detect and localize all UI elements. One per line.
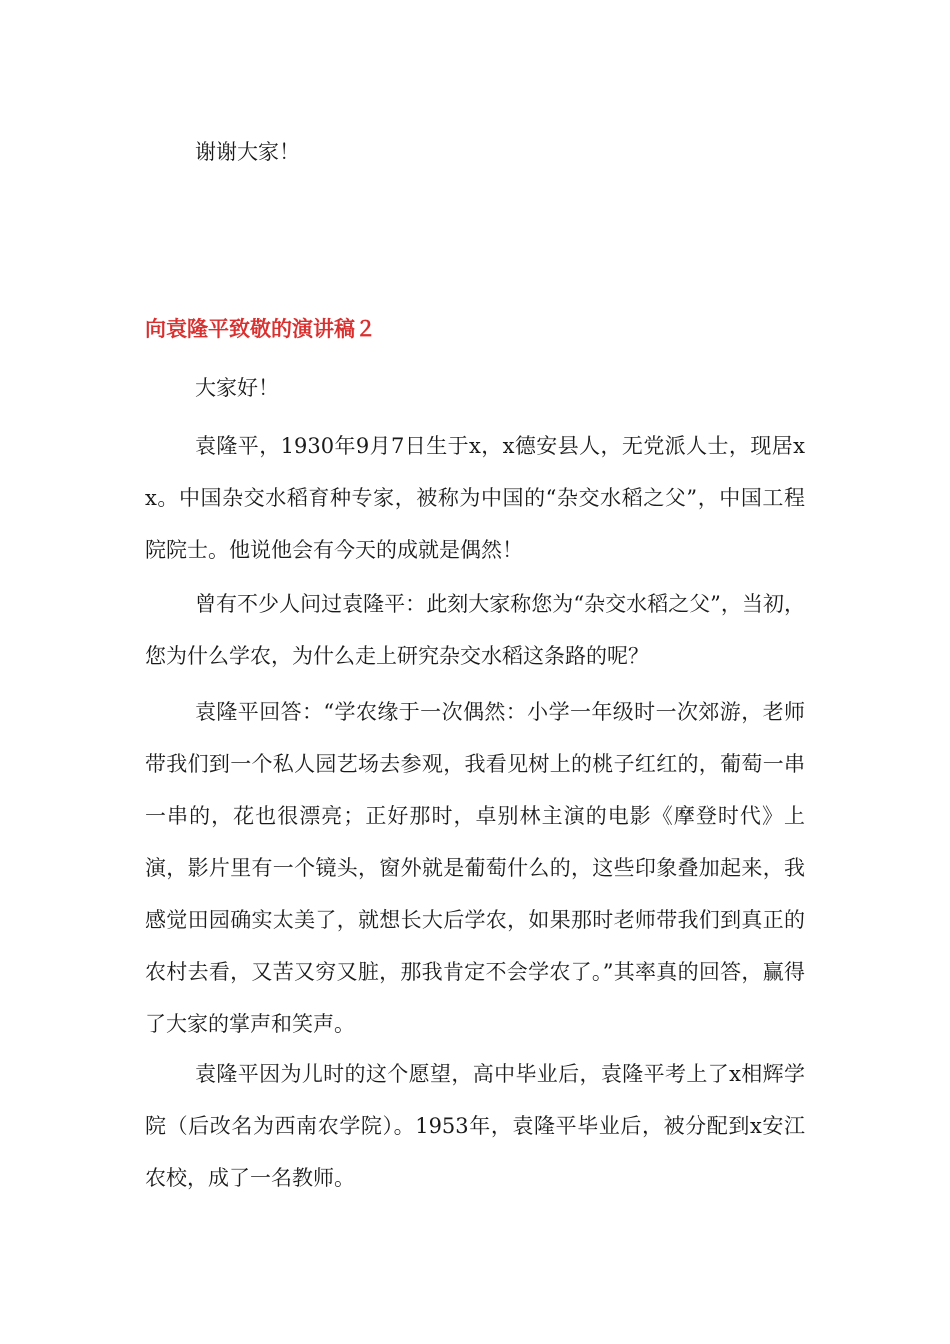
intro-paragraph: 袁隆平，1930年9月7日生于x，x德安县人，无党派人士，现居xx。中国杂交水稻育种专家，被称为中国的“杂交水稻之父”，中国工程院院士。他说他会有今天的成就是偶然！ xyxy=(145,434,805,562)
question-paragraph: 曾有不少人问过袁隆平：此刻大家称您为“杂交水稻之父”，当初，您为什么学农，为什么走上研究杂交水稻这条路的呢？ xyxy=(145,592,805,668)
answer-paragraph: 袁隆平回答：“学农缘于一次偶然：小学一年级时一次郊游，老师带我们到一个私人园艺场去参观，我看见树上的桃子红红的，葡萄一串一串的，花也很漂亮；正好那时，卓别林主演的电影《摩登时代》上演，影片里有一个镜头，窗外就是葡萄什么的，这些印象叠加起来，我感觉田园确实太美了，就想长大后学农，如果那时老师带我们到真正的农村去看，又苦又穷又脏，那我肯定不会学农了。”其率真的回答，赢得了大家的掌声和笑声。 xyxy=(145,700,805,1036)
education-paragraph: 袁隆平因为儿时的这个愿望，高中毕业后，袁隆平考上了x相辉学院（后改名为西南农学院）。1953年，袁隆平毕业后，被分配到x安江农校，成了一名教师。 xyxy=(145,1062,805,1190)
closing-paragraph: 谢谢大家！ xyxy=(195,140,300,164)
greeting-paragraph: 大家好！ xyxy=(195,376,279,400)
section-heading: 向袁隆平致敬的演讲稿２ xyxy=(145,317,376,341)
